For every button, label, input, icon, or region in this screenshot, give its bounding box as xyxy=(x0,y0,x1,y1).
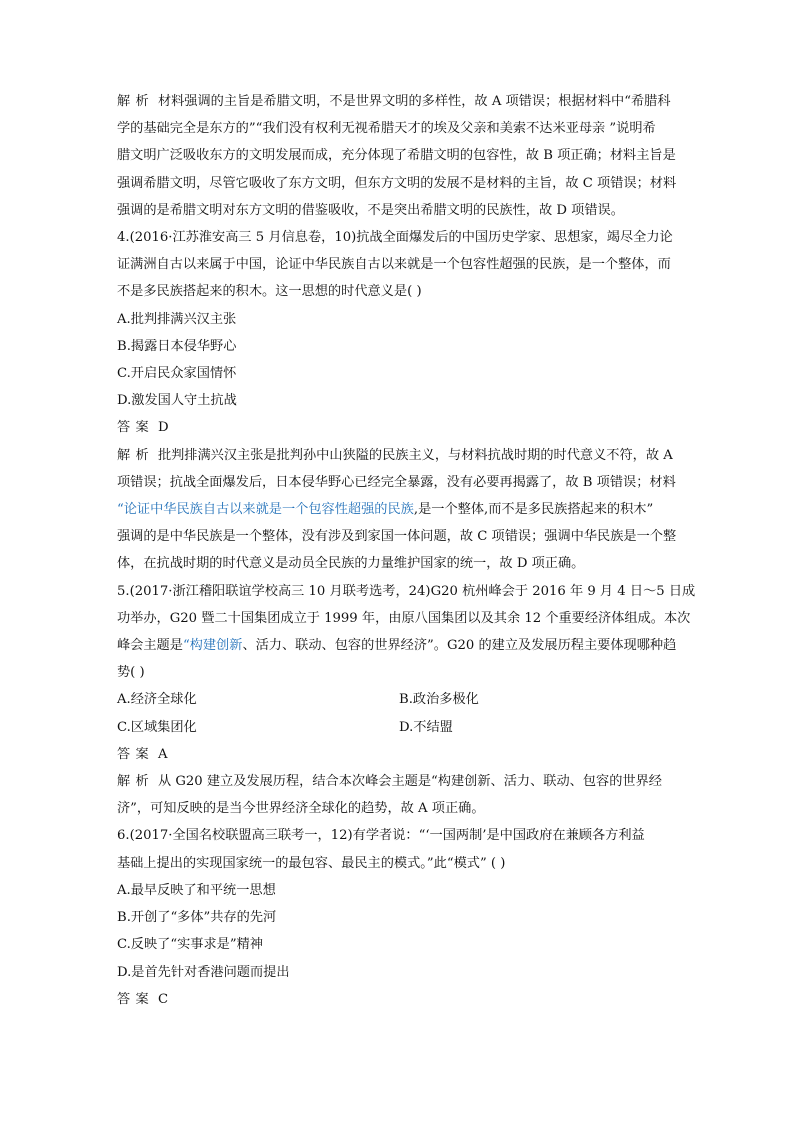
q3-analysis-line: 强调希腊文明，尽管它吸收了东方文明，但东方文明的发展不是材料的主旨，故 C 项错误；材料 xyxy=(117,175,677,191)
q6-stem xyxy=(117,822,717,876)
q4-answer xyxy=(117,414,717,441)
q4-analysis-line: 项错误；抗战全面爆发后，日本侵华野心已经完全暴露，没有必要再揭露了，故 B 项错误；材料 xyxy=(117,474,676,490)
q3-analysis-line: 腊文明广泛吸收东方的文明发展而成，充分体现了希腊文明的包容性，故 B 项正确；材料主旨是 xyxy=(117,148,676,164)
q4-analysis-line: 强调的是中华民族是一个整体，没有涉及到家国一体问题，故 C 项错误；强调中华民族是一个整 xyxy=(117,529,677,545)
q3-analysis-line: 学的基础完全是东方的”“我们没有权利无视希腊天才的埃及父亲和美索不达米亚母亲 ”说明希 xyxy=(117,121,656,137)
analysis-label: 解析 xyxy=(117,94,154,109)
highlighted-quote: “构建创新 xyxy=(182,638,243,654)
q4-analysis-line: “论证中华民族自古以来就是一个包容性超强的民族,是一个整体,而不是多民族搭起来的积木” xyxy=(117,502,654,518)
q5-option-d: D.不结盟 xyxy=(399,719,453,735)
answer-value: A xyxy=(157,746,168,762)
q5-analysis xyxy=(117,768,717,822)
q3-analysis-line: 解析 材料强调的主旨是希腊文明，不是世界文明的多样性，故 A 项错误；根据材料中“希腊科 xyxy=(117,94,671,109)
answer-label: 答案 xyxy=(117,420,154,436)
q5-options-row-2 xyxy=(117,714,717,741)
answer-value: C xyxy=(157,991,169,1007)
q6-answer xyxy=(117,986,717,1013)
q4-stem xyxy=(117,224,717,306)
q6-option-d: D.是首先针对香港问题而提出 xyxy=(117,964,290,980)
q4-stem-line: 4.(2016·江苏淮安高三 5 月信息卷，10)抗战全面爆发后的中国历史学家、思想家，竭尽全力论 xyxy=(117,230,673,246)
q4-analysis-line: 体，在抗战时期的时代意义是动员全民族的力量维护国家的统一，故 D 项正确。 xyxy=(117,556,585,572)
q6-option-a: A.最早反映了和平统一思想 xyxy=(117,882,276,898)
q5-analysis-line: 济”，可知反映的是当今世界经济全球化的趋势，故 A 项正确。 xyxy=(117,801,485,817)
q3-analysis xyxy=(117,88,717,224)
answer-label: 答案 xyxy=(117,991,154,1007)
q6-option-c: C.反映了“实事求是”精神 xyxy=(117,937,263,953)
q5-answer xyxy=(117,741,717,768)
q5-option-a: A.经济全球化 xyxy=(117,692,197,708)
q4-option-d: D.激发国人守土抗战 xyxy=(117,393,237,409)
q6-stem-line: 基础上提出的实现国家统一的最包容、最民主的模式。”此“模式” ( ) xyxy=(117,855,506,871)
q4-option-a: A.批判排满兴汉主张 xyxy=(117,311,237,327)
analysis-label: 解析 xyxy=(117,774,154,790)
q5-stem-line: 5.(2017·浙江稽阳联谊学校高三 10 月联考选考，24)G20 杭州峰会于 2016 年 9 月 4 日～5 日成 xyxy=(117,583,696,599)
document-page xyxy=(117,88,717,1013)
q5-analysis-line: 解析 从 G20 建立及发展历程，结合本次峰会主题是“构建创新、活力、联动、包容的世界经 xyxy=(117,774,662,790)
q5-stem-line: 势( ) xyxy=(117,665,145,681)
q5-options-row-1 xyxy=(117,686,717,713)
analysis-label: 解析 xyxy=(117,447,154,463)
q4-stem-line: 证满洲自古以来属于中国，论证中华民族自古以来就是一个包容性超强的民族，是一个整体，而 xyxy=(117,257,671,273)
q4-stem-line: 不是多民族搭起来的积木。这一思想的时代意义是( ) xyxy=(117,284,422,300)
q5-stem xyxy=(117,578,717,687)
q4-option-c: C.开启民众家国情怀 xyxy=(117,366,237,382)
answer-label: 答案 xyxy=(117,746,154,762)
q6-stem-line: 6.(2017·全国名校联盟高三联考一，12)有学者说：“‘一国两制’是中国政府在兼顾各方利益 xyxy=(117,828,645,844)
q5-option-c: C.区域集团化 xyxy=(117,719,197,735)
q3-analysis-line: 强调的是希腊文明对东方文明的借鉴吸收，不是突出希腊文明的民族性，故 D 项错误。 xyxy=(117,202,624,218)
q5-option-b: B.政治多极化 xyxy=(399,692,479,708)
highlighted-quote: “论证中华民族自古以来就是一个包容性超强的民族 xyxy=(117,502,414,518)
q4-option-b: B.揭露日本侵华野心 xyxy=(117,338,237,354)
q5-stem-line: 功举办，G20 暨二十国集团成立于 1999 年，由原八国集团以及其余 12 个重要经济体组成。本次 xyxy=(117,610,691,626)
q6-option-b: B.开创了“多体”共存的先河 xyxy=(117,910,277,926)
answer-value: D xyxy=(157,420,169,436)
q4-analysis-line: 解析 批判排满兴汉主张是批判孙中山狭隘的民族主义，与材料抗战时期的时代意义不符，故 A xyxy=(117,447,673,463)
q5-stem-line: 峰会主题是“构建创新、活力、联动、包容的世界经济”。G20 的建立及发展历程主要体现哪种趋 xyxy=(117,638,677,654)
q4-analysis xyxy=(117,442,717,578)
